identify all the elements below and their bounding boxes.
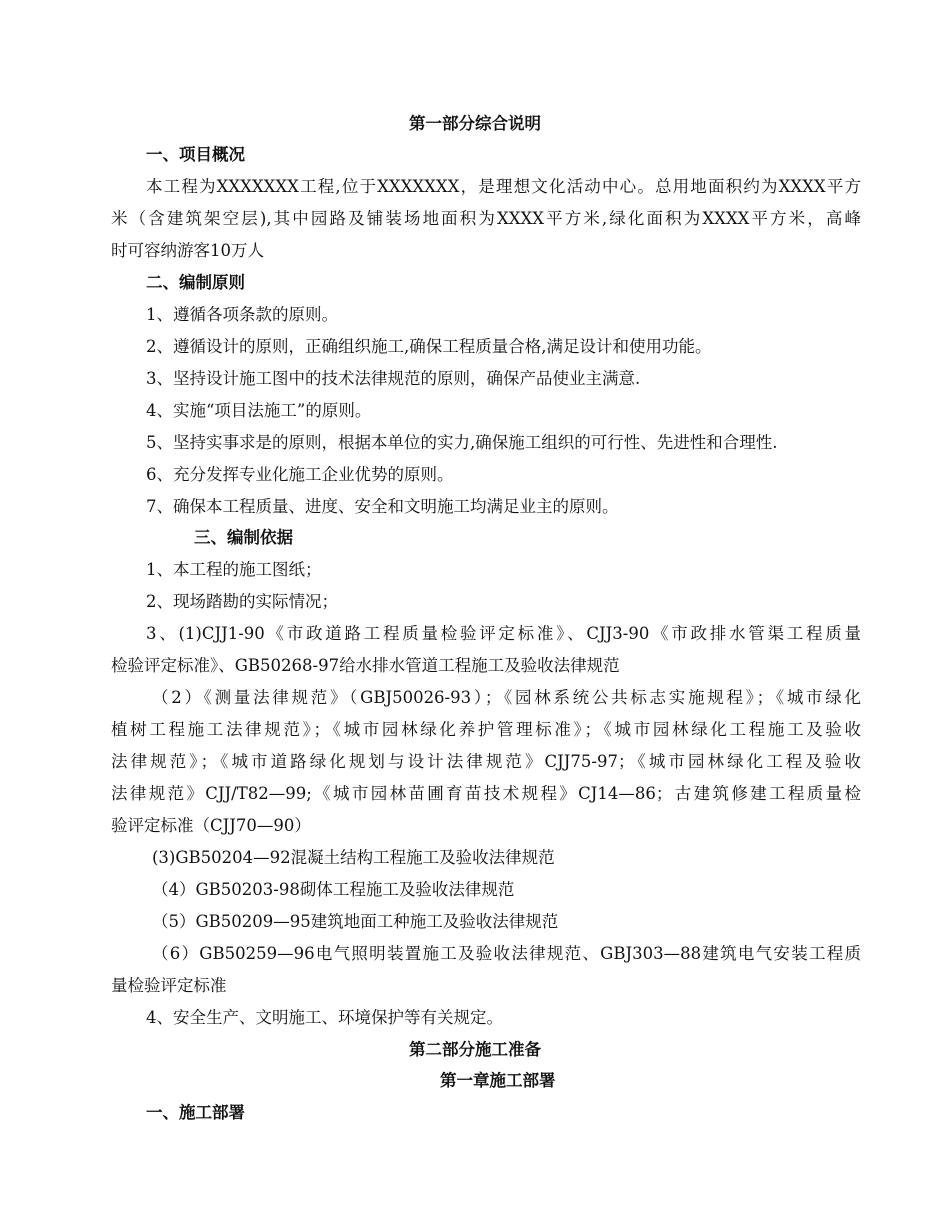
chapter1-title: 第一章施工部署 [440,1071,556,1090]
principle-item-1: 1、遵循各项条款的原则。 [146,305,338,324]
overview-line-1: 本工程为XXXXXXX工程,位于XXXXXXX，是理想文化活动中心。总用地面积约为XXXX平方 [146,177,861,196]
basis-item-3-line-2: 检验评定标准》、GB50268-97给水排水管道工程施工及验收法律规范 [111,656,620,675]
overview-line-2: 米（含建筑架空层),其中园路及铺装场地面积为XXXX平方米,绿化面积为XXXX平方米，高峰 [111,209,861,228]
section-heading-basis: 三、编制依据 [194,528,293,547]
basis-sub6-line-2: 量检验评定标准 [111,976,227,995]
part2-title: 第二部分施工准备 [409,1040,541,1059]
section-heading-principles: 二、编制原则 [146,273,245,292]
basis-sub4: （4）GB50203-98砌体工程施工及验收法律规范 [152,880,515,899]
principle-item-7: 7、确保本工程质量、进度、安全和文明施工均满足业主的原则。 [146,497,619,516]
basis-item-2: 2、现场踏勘的实际情况； [146,592,338,611]
basis-sub2-line-3: 法律规范》；《城市道路绿化规划与设计法律规范》CJJ75-97；《城市园林绿化工程及验收 [111,752,861,771]
part1-title: 第一部分综合说明 [409,114,541,133]
principle-item-5: 5、坚持实事求是的原则，根据本单位的实力,确保施工组织的可行性、先进性和合理性. [146,433,778,452]
principle-item-2: 2、遵循设计的原则，正确组织施工,确保工程质量合格,满足设计和使用功能。 [146,337,712,356]
basis-item-4: 4、安全生产、文明施工、环境保护等有关规定。 [146,1008,503,1027]
basis-sub2-line-1: （2）《测量法律规范》（GBJ50026-93）；《园林系统公共标志实施规程》；《城市绿化 [152,688,861,707]
basis-sub2-line-4: 法律规范》CJJ/T82—99;《城市园林苗圃育苗技术规程》CJ14—86；古建筑修建工程质量检 [111,784,861,803]
section-heading-overview: 一、项目概况 [146,145,245,164]
basis-sub6-line-1: （6）GB50259—96电气照明装置施工及验收法律规范、GBJ303—88建筑电气安装工程质 [152,944,861,963]
overview-line-3: 时可容纳游客10万人 [111,241,264,260]
principle-item-3: 3、坚持设计施工图中的技术法律规范的原则，确保产品使业主满意. [146,369,641,388]
principle-item-4: 4、实施“项目法施工”的原则。 [146,401,372,420]
basis-sub2-line-5: 验评定标准（CJJ70—90） [111,816,311,835]
basis-sub3: (3)GB50204—92混凝土结构工程施工及验收法律规范 [152,848,555,867]
principle-item-6: 6、充分发挥专业化施工企业优势的原则。 [146,465,454,484]
basis-sub2-line-2: 植树工程施工法律规范》；《城市园林绿化养护管理标准》；《城市园林绿化工程施工及验收 [111,720,861,739]
section-heading-deployment: 一、施工部署 [146,1103,245,1122]
basis-sub5: （5）GB50209—95建筑地面工种施工及验收法律规范 [152,912,559,931]
basis-item-3-line-1: 3、(1)CJJ1-90《市政道路工程质量检验评定标准》、CJJ3-90《市政排水管渠工程质量 [146,624,861,643]
basis-item-1: 1、本工程的施工图纸； [146,560,322,579]
